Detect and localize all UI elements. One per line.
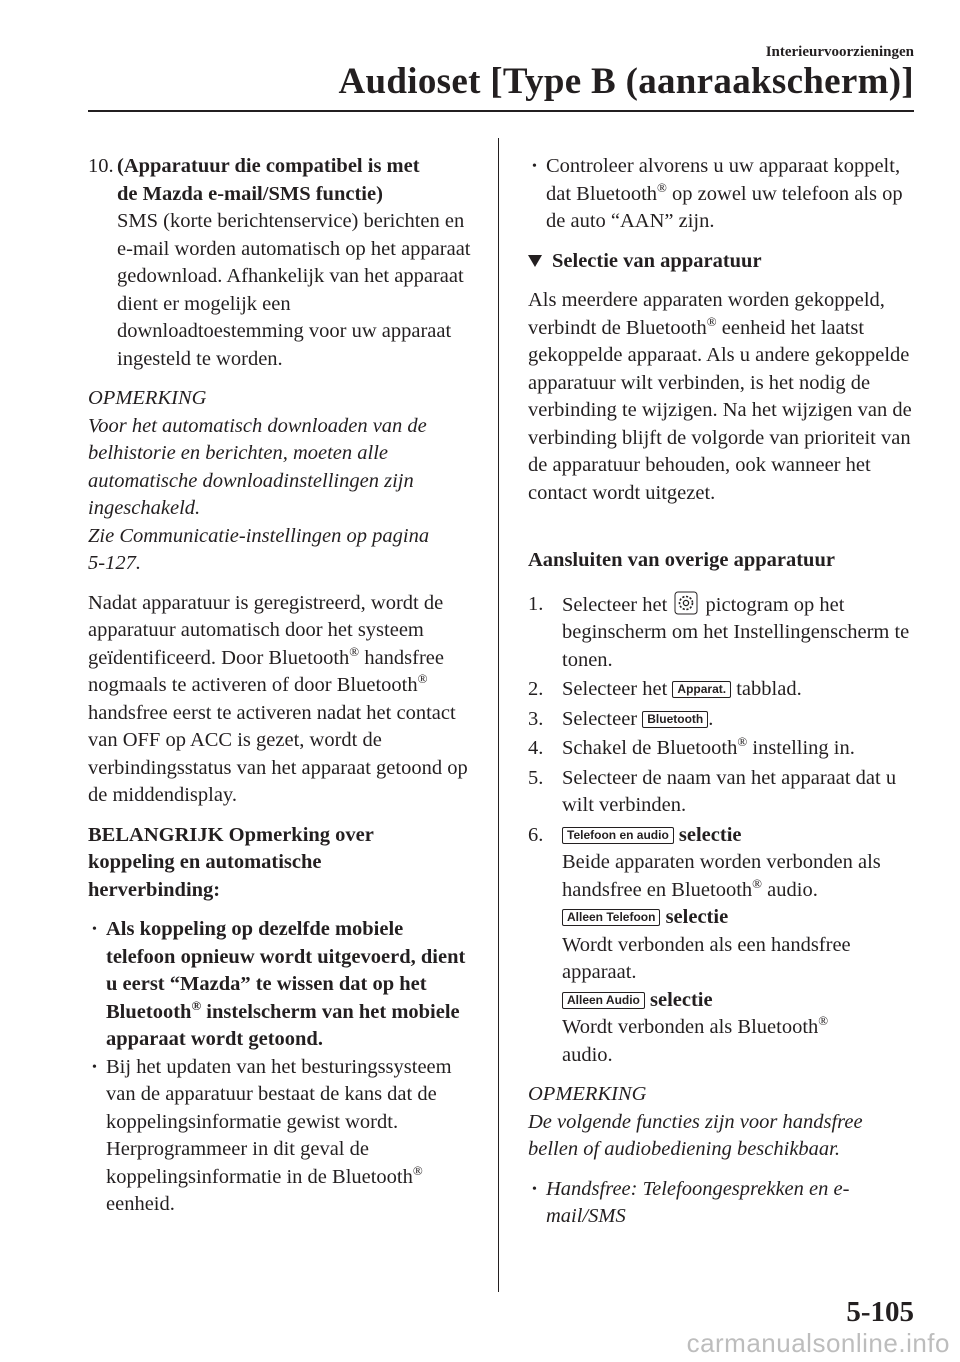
step-4 (528, 735, 918, 763)
watermark: carmanualsonline.info (686, 1328, 950, 1358)
bluetooth-button: Bluetooth (642, 711, 708, 728)
bullet-body: Handsfree: Telefoongesprekken en e-mail/SMS (546, 1177, 850, 1227)
registered-mark: ® (818, 1013, 829, 1029)
item-body (117, 153, 472, 373)
text-run: Controleer alvorens u uw apparaat koppelt, dat Bluetooth (546, 155, 901, 205)
text-run: Selecteer de naam van het apparaat dat u wilt verbinden. (562, 766, 897, 816)
registered-mark: ® (706, 313, 717, 329)
note-label: OPMERKING (88, 387, 207, 409)
option-label: selectie (644, 988, 713, 1011)
text-run: instelling in. (747, 737, 855, 759)
step-number: 4. (528, 737, 544, 759)
column-divider (498, 138, 499, 1292)
telefoon-en-audio-button: Telefoon en audio (562, 827, 674, 844)
bullet-body (106, 1054, 472, 1219)
option-label: selectie (660, 906, 729, 928)
text-run: pictogram op het beginscherm om het Instellingenscherm te tonen. (562, 593, 910, 671)
step-number: 1. (528, 592, 544, 615)
text-run: . (708, 707, 714, 730)
step-body (562, 765, 918, 820)
header-section-name: Interieurvoorzieningen (765, 44, 914, 60)
step-1 (528, 591, 918, 675)
text-run: Selecteer het (562, 593, 668, 616)
text-run: Als koppeling op dezelfde mobiele telefoon opnieuw wordt uitgevoerd, dient u eerst “Mazda” te wissen dat op het Bluetooth (106, 918, 466, 1023)
item-title-line2: de Mazda e-mail/SMS functie) (117, 182, 383, 205)
bullet-icon: • (532, 1181, 537, 1197)
list-item (92, 916, 472, 1054)
text-run: handsfree eerst te activeren nadat het contact van OFF op ACC is gezet, wordt de verbindingsstatus van het apparaat getoond op de middendisplay. (88, 701, 468, 806)
bullet-icon: • (532, 159, 537, 174)
text-run: Wordt verbonden als Bluetooth (562, 1016, 819, 1038)
note-line: bellen of audiobediening beschikbaar. (528, 1138, 840, 1160)
step-body (562, 676, 918, 704)
text-run: Selecteer (562, 707, 638, 730)
option-line (562, 822, 918, 850)
text-run: Beide apparaten worden verbonden als handsfree en Bluetooth (562, 851, 881, 901)
text-run: audio. (762, 878, 818, 901)
step-2 (528, 676, 918, 704)
text-run: eenheid het laatst gekoppelde apparaat. Als u andere gekoppelde apparatuur wilt verbinden, is het nodig de verbinding te wijzigen. Na het wijzigen van de verbinding blijft de volgorde van prioriteit van de apparatuur behouden, ook wanneer het contact wordt uitgezet. (528, 316, 912, 504)
bullet-body (106, 916, 472, 1054)
step-number: 5. (528, 766, 544, 789)
note-label: OPMERKING (528, 1083, 647, 1105)
option-desc: Wordt verbonden als een handsfree apparaat. (562, 933, 851, 983)
list-item (532, 1176, 918, 1231)
text-run: Nadat apparatuur is geregistreerd, wordt de apparatuur automatisch door het systeem geïdentificeerd. Door Bluetooth (88, 591, 444, 669)
option-desc (562, 1014, 918, 1069)
important-heading (88, 822, 418, 905)
step-body (562, 706, 918, 734)
alleen-telefoon-button: Alleen Telefoon (562, 909, 660, 926)
note-line: De volgende functies zijn voor handsfree (528, 1110, 863, 1133)
text-run: BELANGRIJK Opmerking over koppeling en automatische herverbinding: (88, 823, 374, 901)
right-column (528, 153, 918, 1231)
text-run: audio. (562, 1043, 613, 1066)
text-run: Als meerdere apparaten worden gekoppeld, verbindt de Bluetooth (528, 289, 885, 339)
step-body (562, 591, 918, 675)
subheading (528, 547, 918, 575)
registered-mark: ® (657, 179, 667, 195)
note-line: ingeschakeld. (88, 497, 201, 519)
note-block (528, 1081, 918, 1164)
page-number: 5-105 (846, 1296, 914, 1328)
note-line: 5-127. (88, 552, 141, 574)
text-run: instelscherm van het mobiele apparaat wordt getoond. (106, 1000, 460, 1050)
note-line: Voor het automatisch downloaden van de (88, 414, 427, 437)
text-run: op zowel uw telefoon als op de auto “AAN” zijn. (546, 182, 903, 232)
step-number: 2. (528, 678, 544, 700)
section-title: Selectie van apparatuur (552, 249, 762, 272)
note-line: automatische downloadinstellingen zijn (88, 469, 414, 492)
paragraph (88, 590, 472, 810)
bullet-icon: • (92, 1059, 97, 1075)
note-line: belhistorie en berichten, moeten alle (88, 442, 389, 464)
registered-mark: ® (737, 734, 748, 750)
step-5 (528, 765, 918, 820)
alleen-audio-button: Alleen Audio (562, 992, 645, 1009)
bullet-icon: • (92, 922, 97, 937)
header-rule (88, 110, 914, 112)
text-run: eenheid. (106, 1193, 175, 1215)
list-item-10 (88, 153, 472, 373)
text-run: Bij het updaten van het besturingssysteem van de apparatuur bestaat de kans dat de koppelingsinformatie gewist wordt. Herprogrammeer in dit geval de koppelingsinformatie in de Bluetooth (106, 1055, 452, 1188)
registered-mark: ® (412, 1162, 423, 1178)
text-run: Selecteer het (562, 678, 668, 700)
step-6 (528, 822, 918, 1070)
step-3 (528, 706, 918, 734)
note-block (88, 385, 472, 578)
section-heading (528, 248, 918, 276)
text-run: Aansluiten van overige apparatuur (528, 549, 835, 571)
option-line (562, 904, 918, 932)
left-column (88, 153, 472, 1219)
settings-gear-icon (674, 591, 698, 615)
list-item (92, 1054, 472, 1219)
registered-mark: ® (417, 671, 428, 687)
step-number: 3. (528, 707, 544, 730)
item-title-line1: (Apparatuur die compatibel is met (117, 155, 420, 177)
text-run: Schakel de Bluetooth (562, 737, 738, 759)
paragraph (528, 287, 918, 507)
registered-mark: ® (349, 643, 360, 659)
text-run: handsfree nogmaals te activeren of door Bluetooth (88, 646, 444, 696)
step-body (562, 735, 918, 763)
apparat-tab-button: Apparat. (672, 681, 731, 698)
steps-list (528, 591, 918, 1070)
item-text: SMS (korte berichtenservice) berichten en e-mail worden automatisch op het apparaat gedownload. Afhankelijk van het apparaat dient er mogelijk een downloadtoestemming voor uw apparaat ingesteld te worden. (117, 210, 471, 370)
text-run: tabblad. (731, 678, 802, 700)
step-number: 6. (528, 823, 544, 846)
note-line: Zie Communicatie-instellingen op pagina (88, 524, 430, 547)
option-line (562, 987, 918, 1015)
registered-mark: ® (191, 997, 202, 1013)
registered-mark: ® (752, 875, 763, 891)
bullet-body (546, 153, 918, 236)
triangle-down-icon (528, 255, 542, 267)
option-desc (562, 849, 918, 904)
option-label: selectie (673, 823, 742, 846)
item-number: 10. (88, 155, 114, 177)
page-title: Audioset [Type B (aanraakscherm)] (338, 61, 914, 102)
step-body (562, 822, 918, 1070)
list-item (532, 153, 918, 236)
